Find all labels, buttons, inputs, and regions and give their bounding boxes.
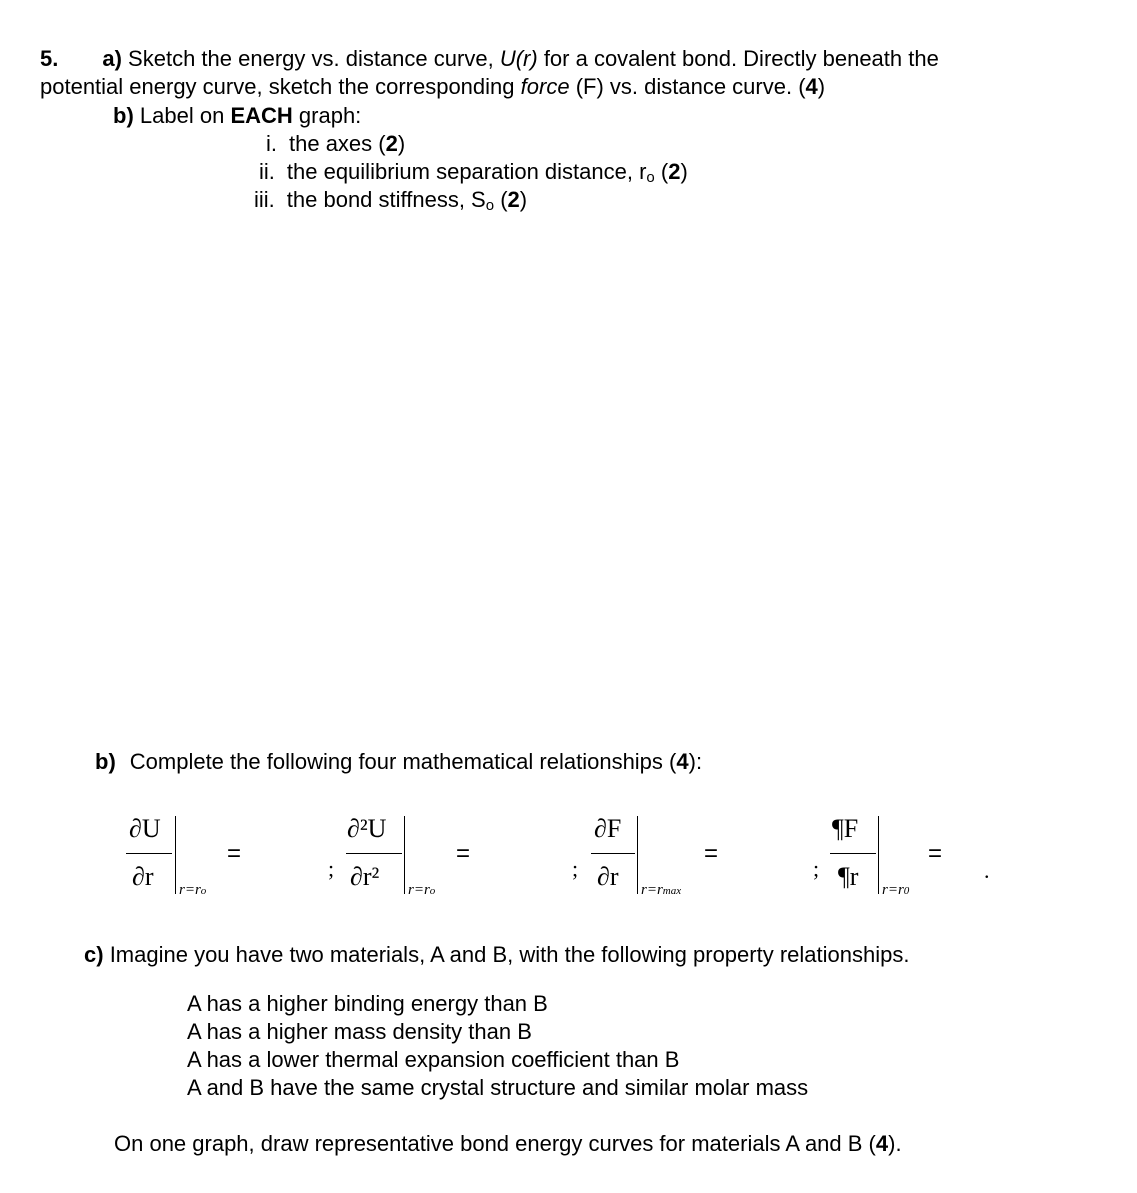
part-a-close: ) (817, 74, 826, 99)
question-number: 5. (40, 46, 59, 71)
part-a-label: a) (102, 46, 122, 71)
item-text: the bond stiffness, S (286, 187, 486, 212)
denominator: ∂r² (350, 862, 380, 891)
item-close: ) (680, 159, 688, 184)
part-c-final-close: ). (888, 1131, 902, 1156)
part-b2-close: ): (688, 749, 703, 774)
fraction-bar (591, 853, 635, 854)
denominator: ∂r (597, 862, 619, 891)
part-b-label: b) (113, 103, 134, 128)
property-item: A has a higher mass density than B (187, 1019, 532, 1044)
part-a-text-2: for a covalent bond. Directly beneath the (543, 46, 939, 71)
evaluation-point: r=ro (179, 882, 207, 898)
part-a-ur: U(r) (499, 46, 538, 71)
list-item-iii (254, 187, 527, 216)
property-item: A and B have the same crystal structure and similar molar mass (187, 1075, 809, 1100)
list-item-i (266, 131, 405, 157)
evaluation-bar (175, 816, 176, 894)
item-num: iii. (254, 187, 275, 212)
part-b2-points: 4 (676, 749, 689, 774)
part-c-final-line (114, 1131, 902, 1157)
denominator: ¶r (838, 862, 859, 891)
separator: ; (572, 856, 579, 881)
fraction-bar (346, 853, 402, 854)
denominator: ∂r (132, 862, 154, 891)
item-num: i. (266, 131, 277, 156)
evaluation-bar (404, 816, 405, 894)
part-c-line (84, 942, 909, 968)
question-b-line (113, 103, 361, 129)
part-b-text-2: graph: (298, 103, 362, 128)
part-b-text-1: Label on (139, 103, 225, 128)
numerator: ∂U (129, 814, 161, 843)
evaluation-point: r=ro (408, 882, 436, 898)
numerator: ∂²U (347, 814, 387, 843)
question-a-line-1 (40, 46, 939, 72)
separator: ; (813, 856, 820, 881)
item-num: ii. (259, 159, 275, 184)
item-text: the axes ( (289, 131, 386, 156)
separator: ; (328, 856, 335, 881)
equals-sign: = (928, 840, 943, 867)
equals-sign: = (227, 840, 242, 867)
property-item: A has a higher binding energy than B (187, 991, 548, 1016)
item-tail: ( (654, 159, 669, 184)
part-a-text-4: (F) vs. distance curve. ( (575, 74, 806, 99)
fraction-bar (126, 853, 172, 854)
equals-sign: = (456, 840, 471, 867)
part-c-label: c) (84, 942, 104, 967)
numerator: ¶F (832, 814, 859, 843)
item-points: 2 (668, 159, 681, 184)
part-a-points: 4 (805, 74, 818, 99)
equals-sign: = (704, 840, 719, 867)
part-a-text-3: potential energy curve, sketch the corresponding (40, 74, 515, 99)
list-item-ii (259, 159, 688, 188)
item-close: ) (519, 187, 528, 212)
part-c-final-points: 4 (875, 1131, 889, 1156)
part-a-text-1: Sketch the energy vs. distance curve, (128, 46, 494, 71)
item-tail: ( (494, 187, 508, 212)
evaluation-bar (878, 816, 879, 894)
part-b2-label: b) (95, 749, 116, 774)
part-c-text: Imagine you have two materials, A and B, with the following property relationships. (109, 942, 910, 967)
item-sub: o (646, 169, 655, 186)
part-b2-line (95, 749, 702, 775)
end-period: . (984, 858, 990, 883)
item-points: 2 (385, 131, 398, 156)
part-a-force: force (520, 74, 570, 99)
item-close: ) (397, 131, 406, 156)
part-b-each: EACH (230, 103, 293, 128)
part-c-final-text: On one graph, draw representative bond energy curves for materials A and B ( (114, 1131, 876, 1156)
question-a-line-2 (40, 74, 825, 100)
property-item: A has a lower thermal expansion coefficient than B (187, 1047, 680, 1072)
item-sub: o (485, 197, 495, 214)
evaluation-point: r=rmax (641, 882, 682, 898)
numerator: ∂F (594, 814, 622, 843)
item-text: the equilibrium separation distance, r (286, 159, 647, 184)
fraction-bar (830, 853, 876, 854)
evaluation-point: r=r0 (882, 882, 910, 898)
item-points: 2 (507, 187, 520, 212)
evaluation-bar (637, 816, 638, 894)
part-b2-text: Complete the following four mathematical relationships ( (129, 749, 677, 774)
